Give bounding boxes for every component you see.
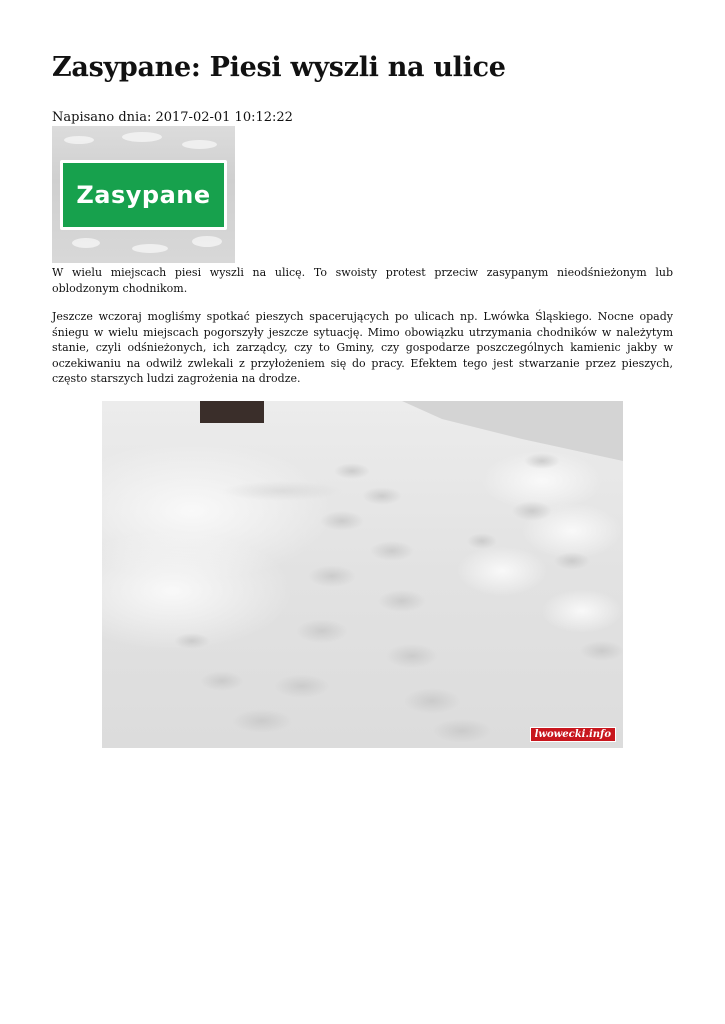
publish-date: Napisano dnia: 2017-02-01 10:12:22 xyxy=(52,110,293,125)
article-title: Zasypane: Piesi wyszli na ulice xyxy=(52,52,506,83)
snow-photo-graphic xyxy=(102,401,623,748)
watermark-logo: lwowecki.info xyxy=(530,727,616,742)
snow-sidewalk-photo xyxy=(102,401,623,748)
article-paragraph: Jeszcze wczoraj mogliśmy spotkać pieszych spacerujących po ulicach np. Lwówka Śląskiego. Nocne opady śniegu w wielu miejscach pogorszyły jeszcze sytuację. Mimo obowiązku utrzymania chodników w należytym stanie, czyli odśnieżonych, ich zarządcy, czy to Gminy, czy gospodarze poszczególnych kamienic jakby w oczekiwaniu na odwilż zwlekali z przyłożeniem się do pracy. Efektem tego jest stwarzanie przez pieszych, często starszych ludzi zagrożenia na drodze. xyxy=(52,310,673,385)
thumbnail-image xyxy=(52,126,235,263)
town-sign xyxy=(60,160,227,230)
article-paragraph: W wielu miejscach piesi wyszli na ulicę. To swoisty protest przeciw zasypanym nieodśnieżonym lub oblodzonym chodnikom. xyxy=(52,266,673,295)
town-sign-label: Zasypane xyxy=(63,163,224,227)
